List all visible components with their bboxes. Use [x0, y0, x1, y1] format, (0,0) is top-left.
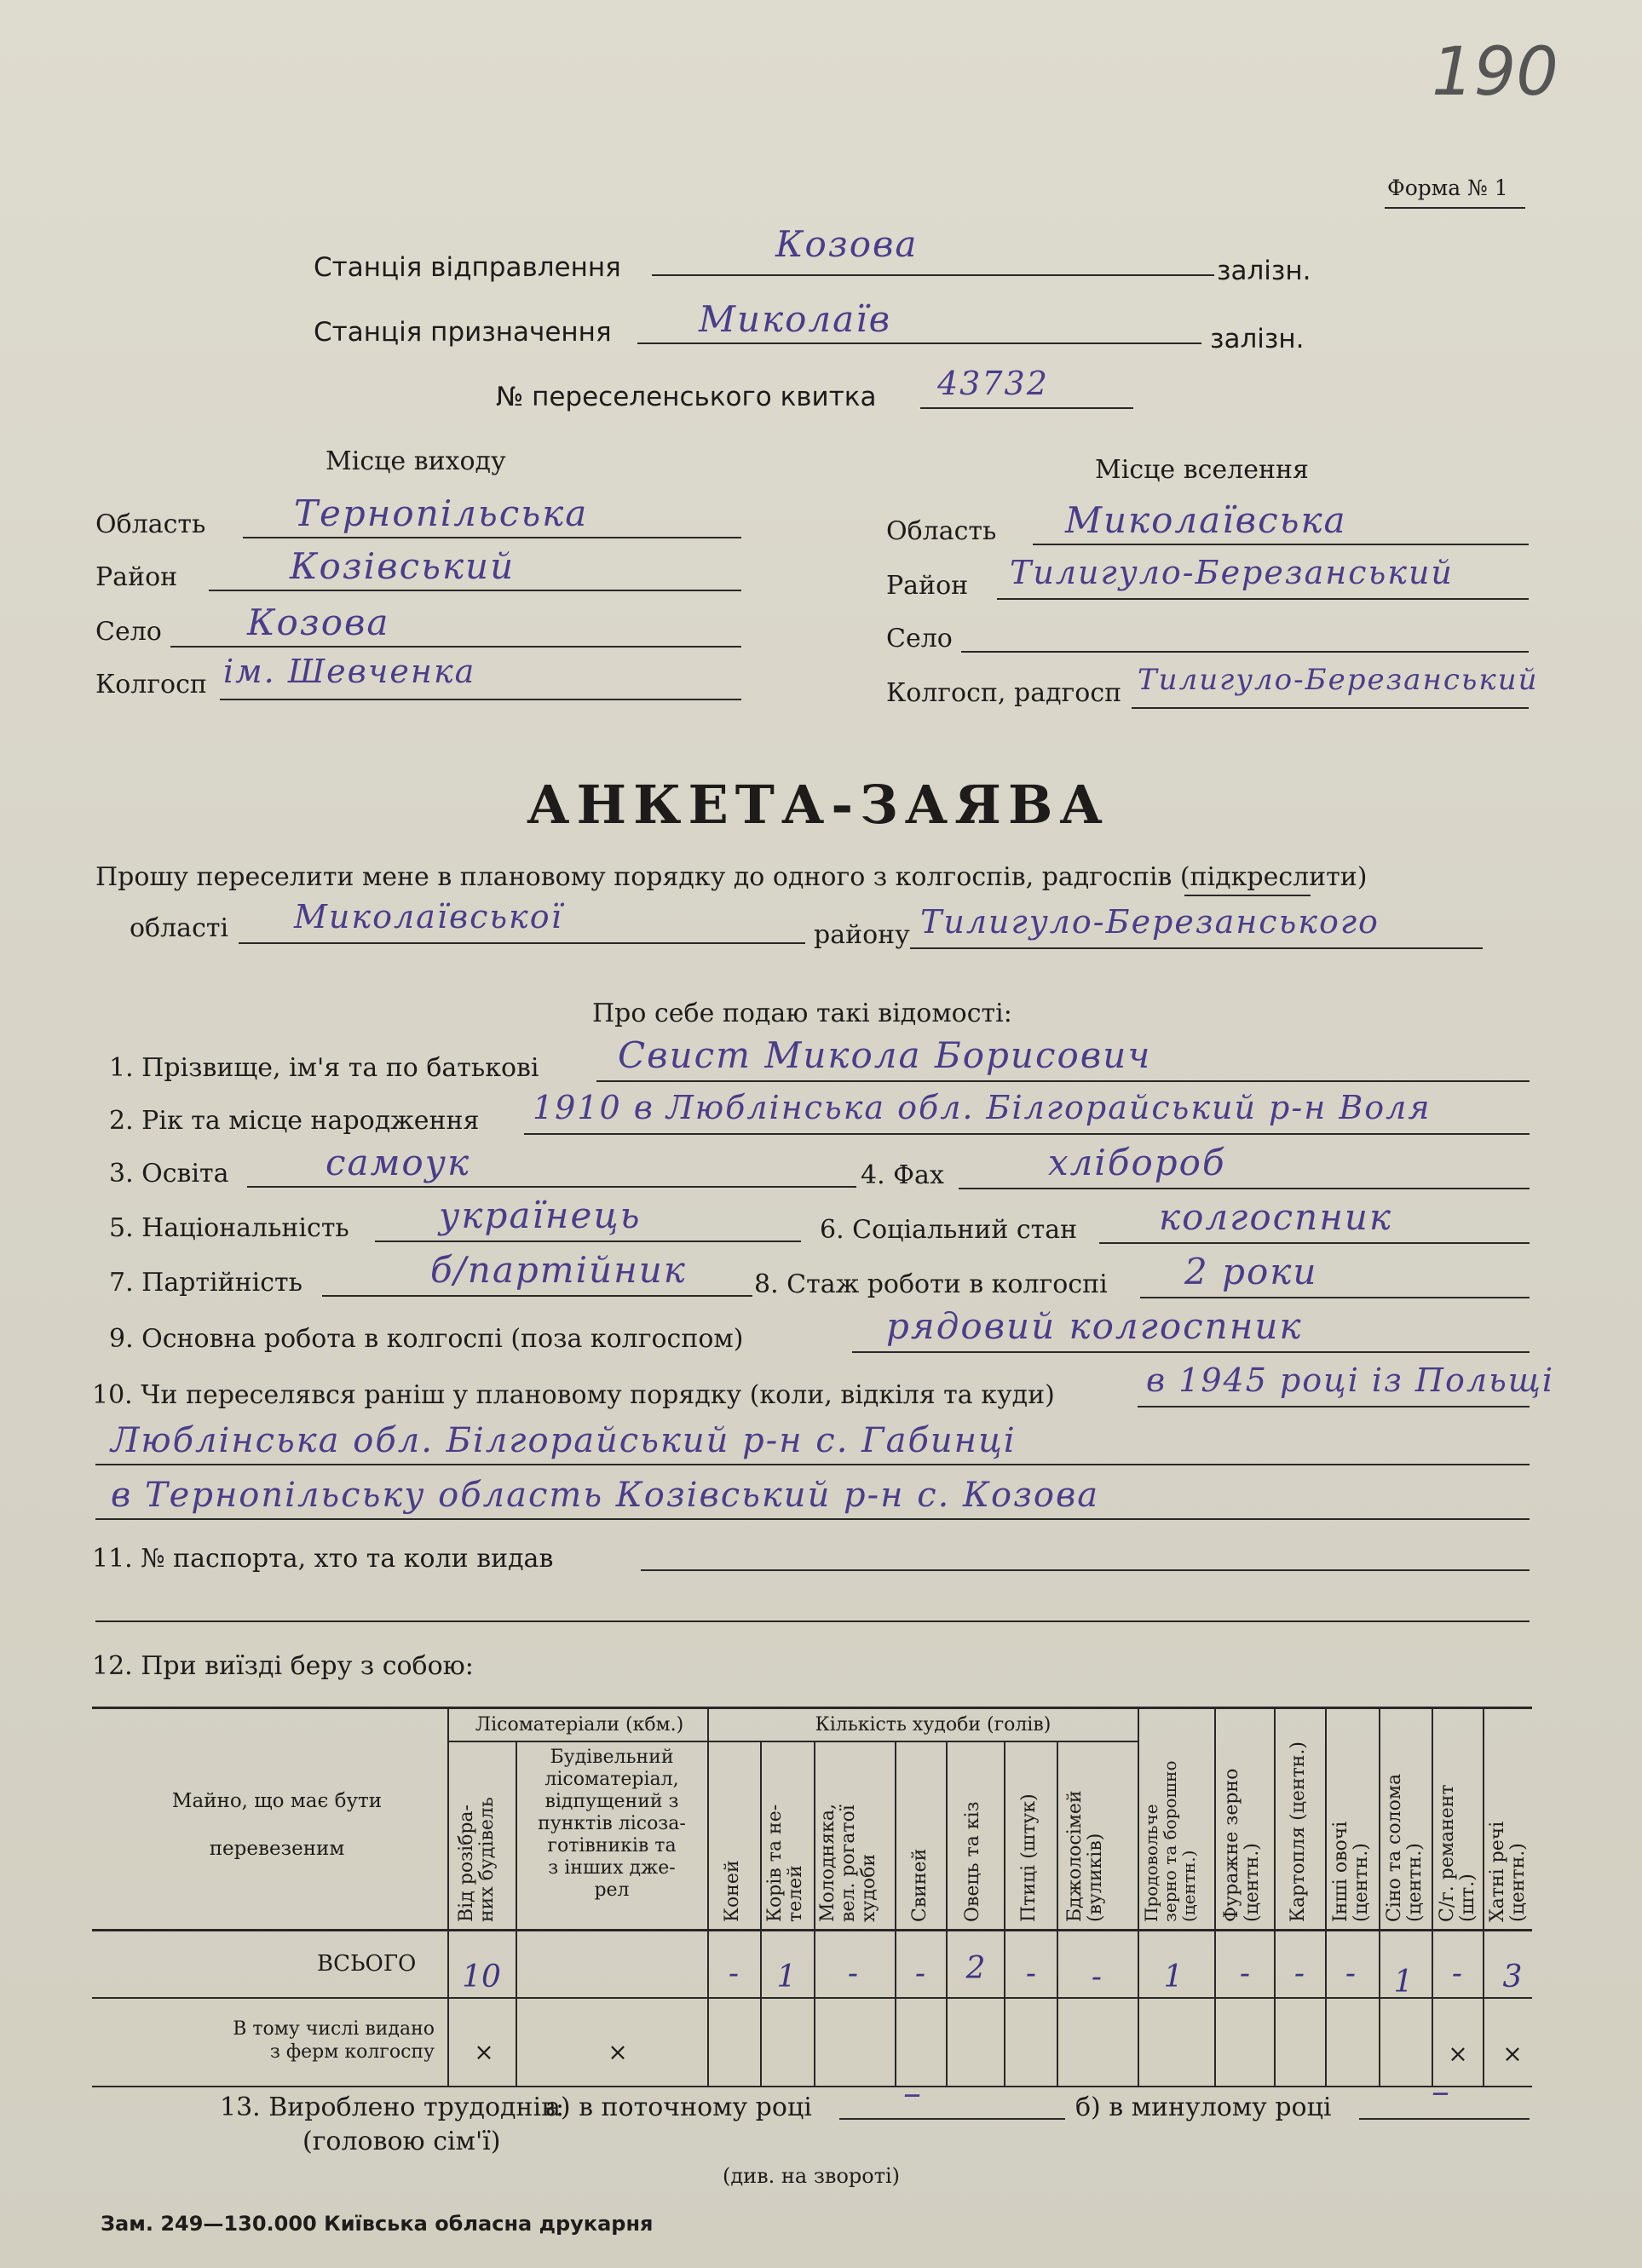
- col-header-potato: Картопля (центн.): [1288, 1741, 1309, 1922]
- origin-raion-value: Козівський: [290, 545, 516, 587]
- field-8-value: 2 роки: [1184, 1251, 1318, 1292]
- group-header-timber: Лісоматеріали (кбм.): [475, 1714, 684, 1736]
- total-potato: -: [1293, 1956, 1305, 1991]
- total-cows: 1: [776, 1960, 797, 1995]
- field-7-label: 7. Партійність: [109, 1268, 302, 1298]
- col-header-young-cattle: Молодняка, вел. рогатої худоби: [817, 1804, 879, 1922]
- field-13a-value: –: [903, 2072, 923, 2114]
- field-8-label: 8. Стаж роботи в колгоспі: [754, 1269, 1108, 1299]
- field-10-line2: [95, 1464, 1530, 1465]
- farm-building: ×: [608, 2038, 628, 2066]
- origin-raion-label: Район: [95, 562, 178, 592]
- field-13a-label: а) в поточному році: [545, 2092, 812, 2122]
- field-8-line: [1140, 1297, 1530, 1298]
- field-11-label: 11. № паспорта, хто та коли видав: [92, 1544, 554, 1574]
- request-raionu-label: району: [814, 920, 910, 950]
- field-11-line1: [641, 1569, 1530, 1571]
- field-9-value: рядовий колгоспник: [886, 1305, 1303, 1347]
- total-household: 3: [1502, 1960, 1523, 1995]
- col-line: [1138, 1707, 1139, 2086]
- col-header-bees: Бджолосімей (вуликів): [1064, 1790, 1106, 1922]
- field-2-value: 1910 в Люблінська обл. Білгорайський р-н Воля: [533, 1089, 1432, 1126]
- col-line: [1325, 1707, 1327, 2086]
- departure-line: [652, 274, 1214, 276]
- field-6-value: колгоспник: [1159, 1196, 1392, 1238]
- total-vegetables: -: [1345, 1956, 1357, 1991]
- col-header-vegetables: Інші овочі (центн.): [1330, 1821, 1372, 1922]
- field-13b-label: б) в минулому році: [1075, 2092, 1332, 2122]
- col-line: [1057, 1741, 1058, 2086]
- origin-raion-line: [209, 590, 741, 591]
- departure-suffix: залізн.: [1217, 256, 1311, 286]
- settlement-oblast-value: Миколаївська: [1065, 499, 1347, 541]
- request-oblasti-label: області: [130, 913, 229, 943]
- col-header-dismantled: Від розібра- них будівель: [456, 1797, 498, 1922]
- col-line: [1432, 1707, 1433, 2086]
- row-label-farm: В тому числі видано з ферм колгоспу: [233, 2018, 435, 2063]
- col-header-building-timber: Будівельний лісоматеріал, відпущений з пунктів лісоза- готівників та з інших дже- рел: [538, 1747, 686, 1901]
- about-heading: Про себе подаю такі відомості:: [592, 999, 1012, 1028]
- col-line: [516, 1741, 517, 2086]
- field-1-value: Свист Микола Борисович: [618, 1034, 1152, 1076]
- table-row-divider: [92, 1997, 1532, 1999]
- col-header-property: Майно, що має бути перевезеним: [171, 1790, 383, 1860]
- origin-heading: Місце виходу: [326, 446, 506, 476]
- field-5-line: [375, 1240, 801, 1242]
- total-young: -: [847, 1956, 859, 1991]
- form-label: Форма № 1: [1387, 176, 1508, 200]
- settlement-raion-value: Тилигуло-Березанський: [1010, 554, 1454, 591]
- col-header-feed-grain: Фуражне зерно (центн.): [1221, 1768, 1263, 1922]
- col-line: [1274, 1707, 1276, 2086]
- farm-dismantled: ×: [474, 2038, 494, 2066]
- ticket-label: № переселенського квитка: [496, 382, 877, 412]
- col-line: [1483, 1707, 1484, 2086]
- settlement-oblast-line: [1033, 544, 1529, 545]
- table-top-line: [92, 1707, 1532, 1709]
- field-10-label: 10. Чи переселявся раніш у плановому порядку (коли, відкіля та куди): [92, 1380, 1055, 1410]
- ticket-value: 43732: [937, 365, 1049, 402]
- field-1-label: 1. Прізвище, ім'я та по батькові: [109, 1053, 539, 1083]
- col-line: [1214, 1707, 1216, 2086]
- col-line: [814, 1741, 815, 2086]
- total-food-grain: 1: [1163, 1960, 1184, 1995]
- col-header-horses: Коней: [722, 1860, 743, 1922]
- col-line: [1379, 1707, 1380, 2086]
- field-3-label: 3. Освіта: [109, 1159, 229, 1189]
- field-9-label: 9. Основна робота в колгоспі (поза колгоспом): [109, 1324, 744, 1354]
- destination-suffix: залізн.: [1210, 324, 1305, 354]
- settlement-kolhosp-value: Тилигуло-Березанський: [1138, 663, 1539, 697]
- destination-label: Станція призначення: [314, 317, 612, 348]
- field-11-line2: [95, 1620, 1530, 1622]
- field-10-value3: в Тернопільську область Козівський р-н с. Козова: [111, 1476, 1100, 1515]
- printer-imprint: Зам. 249—130.000 Київська обласна друкарня: [101, 2212, 654, 2236]
- see-back-note: (див. на звороті): [723, 2164, 901, 2188]
- row-label-total: ВСЬОГО: [317, 1951, 417, 1977]
- field-4-line: [959, 1188, 1530, 1189]
- request-raionu-line: [910, 947, 1483, 949]
- total-horses: -: [728, 1956, 740, 1991]
- departure-value: Козова: [775, 223, 919, 265]
- origin-selo-line: [170, 646, 741, 648]
- settlement-kolhosp-label: Колгосп, радгосп: [886, 678, 1122, 708]
- col-line: [447, 1707, 449, 2086]
- form-underline: [1385, 207, 1525, 209]
- total-birds: -: [1025, 1956, 1037, 1991]
- field-3-line: [247, 1186, 856, 1188]
- request-oblasti-line: [239, 942, 805, 944]
- total-tools: -: [1451, 1956, 1463, 1991]
- farm-household: ×: [1502, 2040, 1523, 2068]
- destination-line: [637, 343, 1201, 344]
- radgosp-underline: [1184, 895, 1311, 896]
- col-header-hay: Сіно та солома (центн.): [1384, 1773, 1426, 1922]
- field-4-value: хлібороб: [1048, 1142, 1226, 1183]
- request-raionu-value: Тилигуло-Березанського: [920, 903, 1380, 941]
- col-line: [1004, 1741, 1005, 2086]
- field-6-line: [1099, 1242, 1530, 1244]
- settlement-selo-label: Село: [886, 624, 953, 653]
- request-oblasti-value: Миколаївської: [294, 898, 563, 935]
- field-2-label: 2. Рік та місце народження: [109, 1106, 480, 1136]
- settlement-raion-label: Район: [886, 571, 969, 601]
- col-header-household: Хатні речі (центн.): [1487, 1821, 1529, 1922]
- field-12-label: 12. При виїзді беру з собою:: [92, 1651, 474, 1681]
- origin-kolhosp-value: ім. Шевченка: [223, 653, 476, 690]
- field-10-value2: Люблінська обл. Білгорайський р-н с. Габинці: [111, 1421, 1017, 1460]
- origin-oblast-value: Тернопільська: [294, 492, 589, 534]
- destination-value: Миколаїв: [699, 298, 892, 340]
- field-7-value: б/партійник: [430, 1249, 687, 1291]
- field-13-sub: (головою сім'ї): [302, 2127, 501, 2156]
- field-7-line: [322, 1295, 752, 1297]
- col-header-food-grain: Продовольче зерно та борошно (центн.): [1141, 1760, 1199, 1922]
- form-title: АНКЕТА-ЗАЯВА: [527, 774, 1109, 836]
- col-line: [895, 1741, 896, 2086]
- col-header-tools: С/г. реманент (шт.): [1437, 1784, 1478, 1922]
- total-dismantled: 10: [462, 1960, 501, 1995]
- origin-selo-value: Козова: [247, 602, 390, 643]
- ticket-line: [920, 407, 1133, 409]
- settlement-oblast-label: Область: [886, 516, 997, 546]
- col-line: [760, 1741, 762, 2086]
- total-sheep: 2: [965, 1951, 986, 1986]
- field-6-label: 6. Соціальний стан: [820, 1215, 1078, 1245]
- total-bees: -: [1091, 1960, 1103, 1995]
- settlement-kolhosp-line: [1132, 707, 1529, 709]
- field-2-line: [524, 1133, 1530, 1135]
- table-header-bottom: [92, 1929, 1532, 1931]
- origin-kolhosp-line: [220, 699, 741, 700]
- request-line1: Прошу переселити мене в плановому порядку до одного з колгоспів, радгоспів (підкреслити): [95, 862, 1368, 892]
- field-10-line3: [95, 1518, 1530, 1520]
- field-13-label: 13. Вироблено трудоднів:: [220, 2092, 565, 2122]
- col-line: [946, 1741, 948, 2086]
- origin-oblast-line: [243, 537, 741, 538]
- total-feed-grain: -: [1239, 1956, 1251, 1991]
- settlement-heading: Місце вселення: [1095, 455, 1309, 485]
- field-13b-line: [1359, 2118, 1530, 2120]
- field-9-line: [852, 1351, 1530, 1353]
- origin-oblast-label: Область: [95, 509, 206, 539]
- field-4-label: 4. Фах: [861, 1160, 944, 1190]
- field-3-value: самоук: [326, 1142, 471, 1183]
- field-13b-value: –: [1432, 2070, 1451, 2112]
- col-line: [707, 1707, 709, 2086]
- departure-label: Станція відправлення: [314, 252, 621, 283]
- timber-group-line: [447, 1741, 707, 1742]
- field-13a-line: [839, 2118, 1065, 2120]
- field-10-line1: [1138, 1406, 1530, 1407]
- farm-tools: ×: [1448, 2040, 1468, 2068]
- col-header-cows: Корів та не- телей: [764, 1804, 806, 1922]
- settlement-raion-line: [997, 598, 1529, 600]
- total-pigs: -: [914, 1956, 926, 1991]
- total-hay: 1: [1393, 1965, 1414, 2000]
- field-1-line: [596, 1080, 1530, 1082]
- col-header-birds: Птиці (штук): [1018, 1793, 1040, 1922]
- origin-selo-label: Село: [95, 617, 162, 647]
- field-10-value1: в 1945 році із Польщі: [1146, 1361, 1554, 1399]
- archive-number: 190: [1432, 34, 1558, 111]
- livestock-group-line: [707, 1741, 1138, 1742]
- origin-kolhosp-label: Колгосп: [95, 670, 207, 699]
- settlement-selo-line: [961, 651, 1529, 653]
- field-5-label: 5. Національність: [109, 1213, 349, 1243]
- table-bottom-line: [92, 2086, 1532, 2087]
- col-header-pigs: Свиней: [909, 1848, 930, 1922]
- group-header-livestock: Кількість худоби (голів): [815, 1714, 1051, 1736]
- col-header-sheep: Овець та кіз: [962, 1801, 983, 1922]
- field-5-value: українець: [439, 1194, 642, 1236]
